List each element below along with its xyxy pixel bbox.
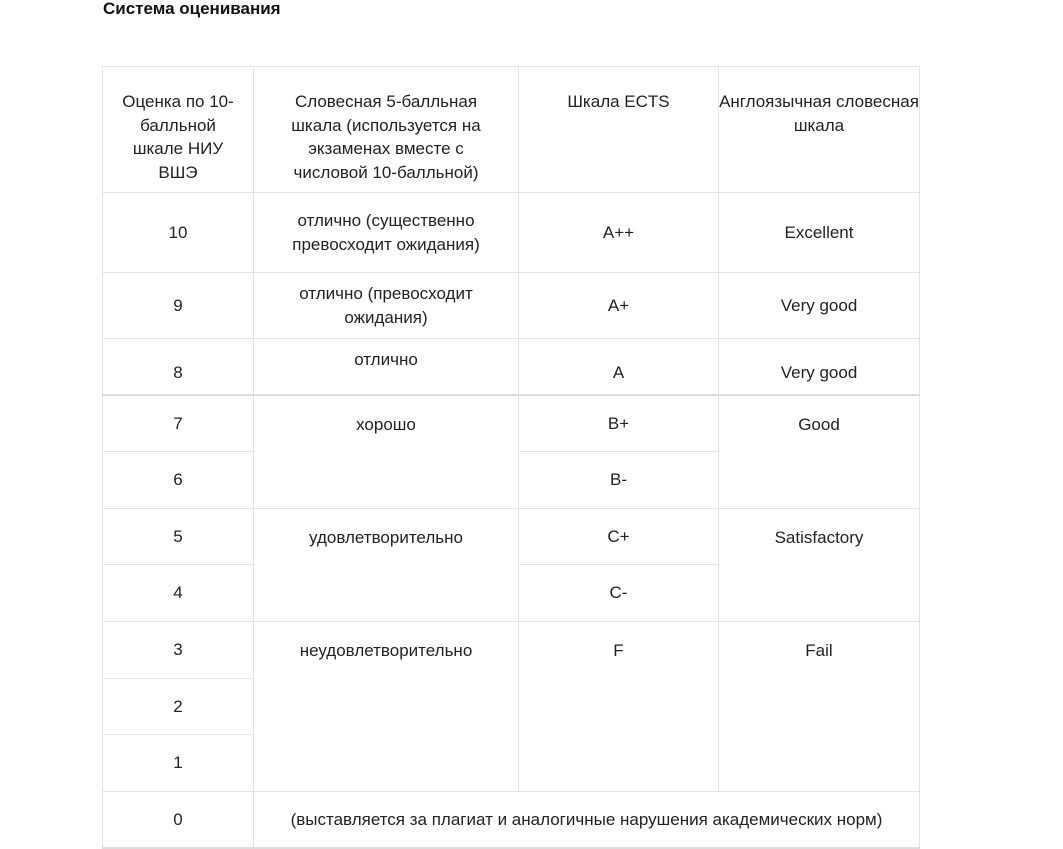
english-cell: Good bbox=[719, 395, 920, 509]
table-row bbox=[103, 339, 920, 395]
ects-cell: C- bbox=[519, 565, 719, 622]
english-cell: Very good bbox=[719, 339, 920, 395]
verbal-cell: хорошо bbox=[254, 395, 519, 509]
header-grade-10: Оценка по 10-балльной шкале НИУ ВШЭ bbox=[103, 67, 254, 193]
grade-cell: 2 bbox=[103, 679, 254, 735]
grading-table bbox=[102, 66, 920, 849]
table-row bbox=[103, 273, 920, 339]
ects-cell: A++ bbox=[519, 193, 719, 273]
grade-cell: 9 bbox=[103, 273, 254, 339]
ects-cell: A bbox=[519, 339, 719, 395]
grade-cell: 5 bbox=[103, 509, 254, 565]
ects-cell: C+ bbox=[519, 509, 719, 565]
english-cell: Fail bbox=[719, 622, 920, 792]
table-row bbox=[103, 193, 920, 273]
english-cell: Excellent bbox=[719, 193, 920, 273]
grade-cell: 1 bbox=[103, 735, 254, 792]
english-cell: Very good bbox=[719, 273, 920, 339]
grade-cell: 3 bbox=[103, 622, 254, 679]
grade-cell: 8 bbox=[103, 339, 254, 395]
header-english: Англоязычная словесная шкала bbox=[719, 67, 920, 193]
grade-cell: 0 bbox=[103, 792, 254, 848]
table-row bbox=[103, 509, 920, 565]
verbal-cell: неудовлетворительно bbox=[254, 622, 519, 792]
zero-note-cell: (выставляется за плагиат и аналогичные нарушения академических норм) bbox=[254, 792, 920, 848]
header-row bbox=[103, 67, 920, 193]
english-cell: Satisfactory bbox=[719, 509, 920, 622]
grade-cell: 10 bbox=[103, 193, 254, 273]
header-verbal-5: Словесная 5-балльная шкала (используется на экзаменах вместе с числовой 10-балльной) bbox=[254, 67, 519, 193]
grade-cell: 4 bbox=[103, 565, 254, 622]
table-row bbox=[103, 622, 920, 679]
verbal-cell: отлично (существенно превосходит ожидания) bbox=[254, 193, 519, 273]
ects-cell: B- bbox=[519, 452, 719, 509]
header-ects: Шкала ECTS bbox=[519, 67, 719, 193]
verbal-cell: отлично bbox=[254, 339, 519, 395]
ects-cell: A+ bbox=[519, 273, 719, 339]
verbal-cell: удовлетворительно bbox=[254, 509, 519, 622]
verbal-cell: отлично (превосходит ожидания) bbox=[254, 273, 519, 339]
grade-cell: 7 bbox=[103, 395, 254, 452]
table-row bbox=[103, 792, 920, 848]
grade-cell: 6 bbox=[103, 452, 254, 509]
page-title: Система оценивания bbox=[103, 0, 281, 18]
table-row bbox=[103, 395, 920, 452]
ects-cell: B+ bbox=[519, 395, 719, 452]
ects-cell: F bbox=[519, 622, 719, 792]
